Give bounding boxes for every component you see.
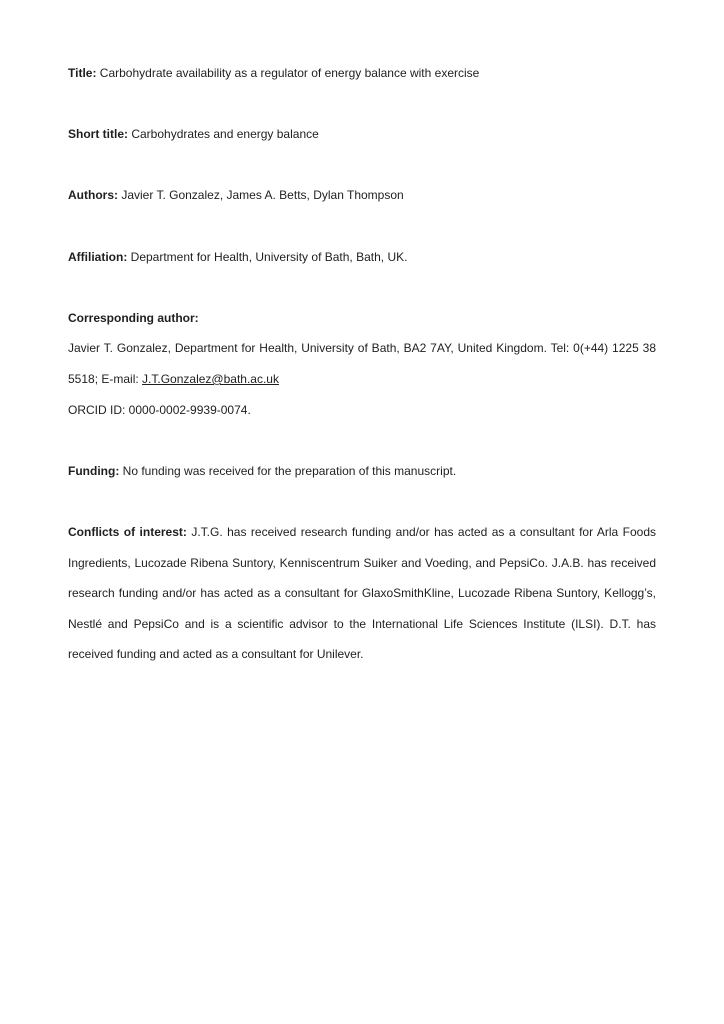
funding-line xyxy=(68,456,656,487)
orcid-line xyxy=(68,395,656,426)
affiliation-text: Department for Health, University of Bath, Bath, UK. xyxy=(127,249,408,264)
authors-line xyxy=(68,180,656,211)
title-line xyxy=(68,58,656,89)
contact-paragraph xyxy=(68,333,656,394)
title-page-content xyxy=(68,58,656,670)
corresponding-author-label: Corresponding author: xyxy=(68,310,199,325)
corresponding-author-heading xyxy=(68,303,656,334)
funding-text: No funding was received for the preparation of this manuscript. xyxy=(119,463,457,478)
authors-label: Authors: xyxy=(68,188,118,203)
conflicts-paragraph xyxy=(68,517,656,670)
conflicts-label: Conflicts of interest: xyxy=(68,524,187,539)
funding-label: Funding: xyxy=(68,463,120,478)
email-link[interactable]: J.T.Gonzalez@bath.ac.uk xyxy=(142,371,279,386)
short-title-label: Short title: xyxy=(68,127,128,142)
short-title-line xyxy=(68,119,656,150)
short-title-text: Carbohydrates and energy balance xyxy=(128,127,319,142)
title-label: Title: xyxy=(68,66,97,80)
contact-text: Javier T. Gonzalez, Department for Health, University of Bath, BA2 7AY, United Kingdom. Tel: 0(+44) 1225 38 5518; E-mail: xyxy=(68,341,656,386)
affiliation-label: Affiliation: xyxy=(68,249,128,264)
title-text: Carbohydrate availability as a regulator of energy balance with exercise xyxy=(96,66,480,80)
orcid-text: ORCID ID: 0000-0002-9939-0074. xyxy=(68,402,251,417)
affiliation-line xyxy=(68,242,656,273)
authors-text: Javier T. Gonzalez, James A. Betts, Dylan Thompson xyxy=(118,188,404,203)
conflicts-text: J.T.G. has received research funding and/or has acted as a consultant for Arla Foods Ingredients, Lucozade Ribena Suntory, Kenniscentrum Suiker and Voeding, and PepsiCo. J.A.B. has received research funding and/or has acted as a consultant for GlaxoSmithKline, Lucozade Ribena Suntory, Kellogg’s, Nestlé and PepsiCo and is a scientific advisor to the International Life Sciences Institute (ILSI). D.T. has received funding and acted as a consultant for Unilever. xyxy=(68,524,656,662)
